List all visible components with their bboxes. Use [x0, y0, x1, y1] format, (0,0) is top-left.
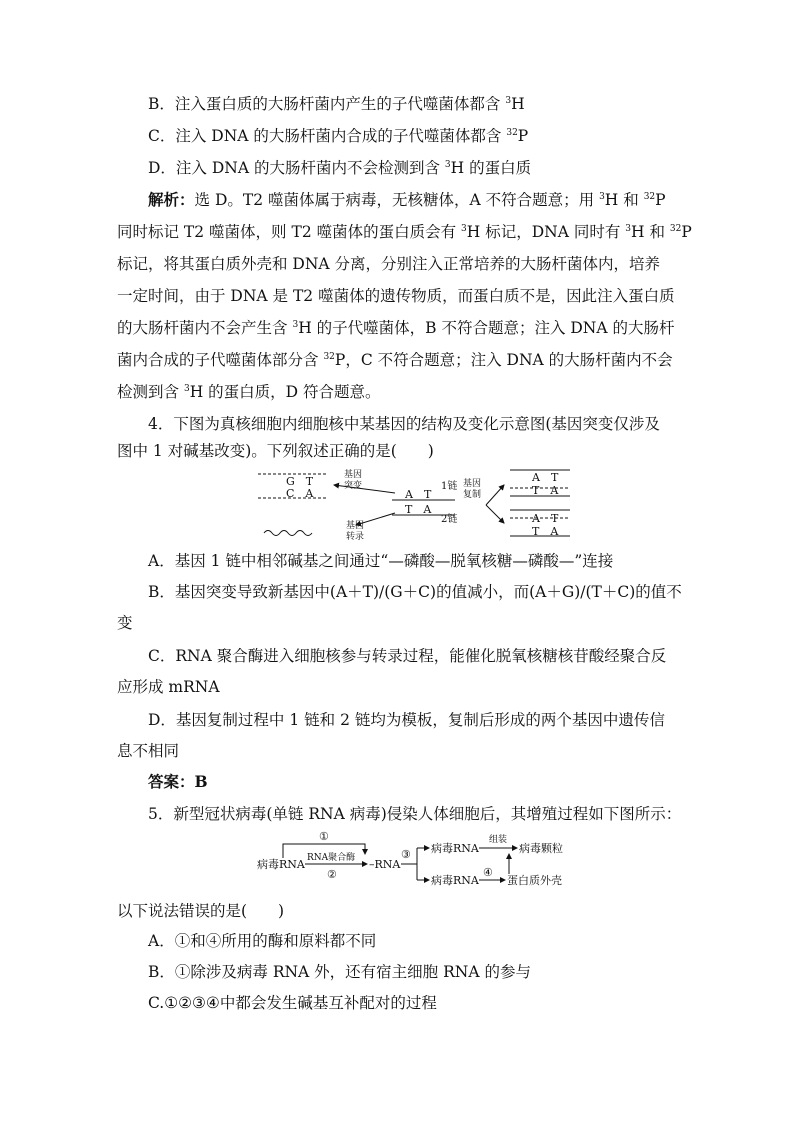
virus-replication-diagram — [255, 828, 625, 894]
minus-rna-label: –RNA — [369, 858, 401, 871]
enzyme-label: RNA聚合酶 — [307, 853, 356, 863]
mutation-label: 基因 — [344, 470, 363, 480]
q4-option-b-cont: 变 — [117, 614, 133, 632]
base-pair-top: A T — [532, 471, 559, 484]
mrna-wave — [264, 531, 312, 536]
virus-rna-label: 病毒RNA — [257, 858, 305, 871]
strand-2-label: 2链 — [441, 514, 458, 525]
base-pair-bottom: C A — [286, 487, 314, 500]
base-pair-bottom: T A — [532, 525, 559, 538]
assemble-label: 组装 — [489, 835, 508, 845]
replication-label: 基因 — [463, 479, 482, 489]
q4-option-a: A．基因 1 链中相邻碱基之间通过“—磷酸—脱氧核糖—磷酸—”连接 — [148, 552, 614, 570]
q4-option-c-cont: 应形成 mRNA — [117, 678, 220, 696]
replication-label: 复制 — [463, 490, 482, 500]
q4-answer: 答案：B — [148, 772, 208, 791]
step-1-marker: ① — [319, 830, 329, 843]
q4-option-c: C．RNA 聚合酶进入细胞核参与转录过程，能催化脱氧核糖核苷酸经聚合反 — [148, 647, 667, 665]
q4-stem-line-1: 4．下图为真核细胞内细胞核中某基因的结构及变化示意图(基因突变仅涉及 — [148, 415, 660, 433]
analysis-line-1: 解析：选 D。T2 噬菌体属于病毒，无核糖体，A 不符合题意；用 $^3$H 和 $^{32}$P — [148, 190, 666, 209]
analysis-line-6: 菌内合成的子代噬菌体部分含 $^{32}$P，C 不符合题意；注入 DNA 的大肠杆菌内不会 — [117, 351, 673, 369]
q3-option-b: B．注入蛋白质的大肠杆菌内产生的子代噬菌体都含 $^3$H — [148, 95, 525, 113]
q5-option-a: A．①和④所用的酶和原料都不同 — [148, 932, 377, 950]
analysis-line-4: 一定时间，由于 DNA 是 T2 噬菌体的遗传物质，而蛋白质不是，因此注入蛋白质 — [117, 287, 675, 305]
replication-arrow-up — [486, 485, 504, 505]
q4-option-d-cont: 息不相同 — [117, 742, 180, 760]
transcription-label: 转录 — [346, 532, 365, 542]
q3-option-c: C．注入 DNA 的大肠杆菌内合成的子代噬菌体都含 $^{32}$P — [148, 127, 529, 145]
q3-option-d: D．注入 DNA 的大肠杆菌内不会检测到含 $^3$H 的蛋白质 — [148, 159, 532, 177]
q5-option-b: B．①除涉及病毒 RNA 外，还有宿主细胞 RNA 的参与 — [148, 963, 531, 981]
base-pair-top: A T — [532, 512, 559, 525]
q4-stem-line-2: 图中 1 对碱基改变)。下列叙述正确的是( ) — [117, 442, 434, 460]
q4-option-d: D．基因复制过程中 1 链和 2 链均为模板，复制后形成的两个基因中遗传信 — [148, 711, 665, 729]
base-pair-top: G T — [286, 475, 314, 488]
step-2-marker: ② — [327, 868, 337, 881]
q5-option-c: C.①②③④中都会发生碱基互补配对的过程 — [148, 994, 437, 1012]
q5-stem: 5．新型冠状病毒(单链 RNA 病毒)侵染人体细胞后，其增殖过程如下图所示： — [148, 805, 682, 823]
virus-particle-label: 病毒颗粒 — [519, 842, 563, 855]
strand-1-label: 1链 — [441, 481, 458, 492]
base-pair-top: A T — [405, 488, 432, 501]
virus-rna-bottom-label: 病毒RNA — [431, 874, 479, 887]
gene-structure-diagram — [250, 465, 580, 545]
analysis-line-2: 同时标记 T2 噬菌体，则 T2 噬菌体的蛋白质会有 $^3$H 标记，DNA 同时有 $^3$H 和 $^{32}$P — [117, 223, 692, 241]
analysis-line-7: 检测到含 $^3$H 的蛋白质，D 符合题意。 — [117, 383, 381, 401]
analysis-line-3: 标记，将其蛋白质外壳和 DNA 分离，分别注入正常培养的大肠杆菌体内，培养 — [117, 255, 661, 273]
virus-rna-top-label: 病毒RNA — [431, 842, 479, 855]
analysis-line-5: 的大肠杆菌内不会产生含 $^3$H 的子代噬菌体，B 不符合题意；注入 DNA 的大肠杆 — [117, 319, 675, 337]
step-3-marker: ③ — [401, 848, 411, 861]
mutation-label: 突变 — [344, 481, 363, 491]
step-4-marker: ④ — [483, 866, 493, 879]
protein-coat-label: 蛋白质外壳 — [507, 874, 562, 887]
q5-question: 以下说法错误的是( ) — [117, 902, 285, 920]
q4-option-b: B．基因突变导致新基因中(A＋T)/(G＋C)的值减小，而(A＋G)/(T＋C)的值不 — [148, 583, 682, 601]
base-pair-bottom: T A — [532, 484, 559, 497]
base-pair-bottom: T A — [405, 503, 432, 516]
transcription-label: 基因 — [346, 521, 365, 531]
replication-arrow-down — [486, 505, 504, 523]
